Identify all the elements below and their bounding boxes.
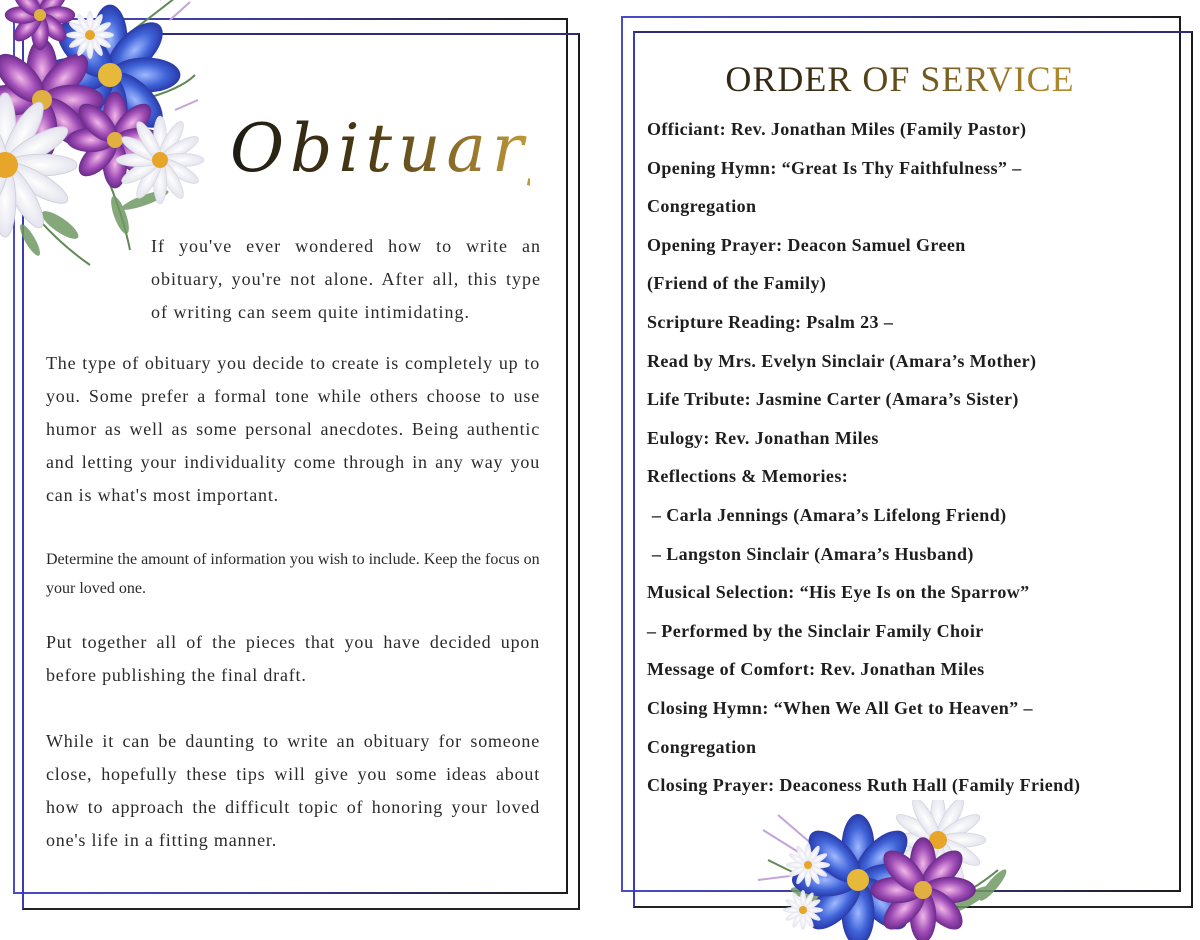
service-item: Congregation — [647, 736, 757, 757]
service-item: Musical Selection: “His Eye Is on the Sparrow” — [647, 582, 1030, 603]
service-item: Closing Prayer: Deaconess Ruth Hall (Family Friend) — [647, 775, 1081, 796]
service-item: Closing Hymn: “When We All Get to Heaven” – — [647, 697, 1033, 718]
body-paragraph: Put together all of the pieces that you have decided upon before publishing the final draft. — [46, 632, 540, 685]
service-item: – Carla Jennings (Amara’s Lifelong Friend) — [647, 504, 1007, 525]
service-item: Life Tribute: Jasmine Carter (Amara’s Sister) — [647, 389, 1019, 410]
service-item: Congregation — [647, 196, 757, 217]
service-list — [647, 110, 1167, 805]
page-title: ORDER OF SERVICE — [600, 58, 1200, 100]
body-paragraph: Determine the amount of information you wish to include. Keep the focus on your loved one. — [46, 551, 540, 597]
body-paragraph: While it can be daunting to write an obituary for someone close, hopefully these tips will give you some ideas about how to approach the difficult topic of honoring your loved one's life in a fitting manner. — [46, 731, 540, 850]
obituary-page — [0, 0, 600, 927]
service-item: – Langston Sinclair (Amara’s Husband) — [647, 543, 974, 564]
service-item: Officiant: Rev. Jonathan Miles (Family Pastor) — [647, 119, 1027, 139]
service-item: Opening Prayer: Deacon Samuel Green — [647, 234, 966, 255]
service-item: (Friend of the Family) — [647, 273, 827, 294]
service-item: Reflections & Memories: — [647, 466, 849, 487]
body-paragraph: The type of obituary you decide to create is completely up to you. Some prefer a formal tone while others choose to use humor as well as some personal anecdotes. Being authentic and letting your individuality come through in any way you can is what's most important. — [46, 353, 540, 505]
intro-paragraph: If you've ever wondered how to write an obituary, you're not alone. After all, this type of writing can seem quite intimidating. — [151, 236, 541, 322]
service-item: Read by Mrs. Evelyn Sinclair (Amara’s Mother) — [647, 350, 1037, 371]
service-item: – Performed by the Sinclair Family Choir — [647, 620, 984, 641]
service-item: Message of Comfort: Rev. Jonathan Miles — [647, 659, 985, 680]
page-title: Obituary — [230, 110, 573, 187]
service-item: Opening Hymn: “Great Is Thy Faithfulness” – — [647, 157, 1022, 178]
service-item: Scripture Reading: Psalm 23 – — [647, 311, 894, 332]
flower-bouquet-icon — [748, 800, 1028, 940]
service-item: Eulogy: Rev. Jonathan Miles — [647, 427, 879, 448]
order-of-service-page — [600, 0, 1200, 927]
